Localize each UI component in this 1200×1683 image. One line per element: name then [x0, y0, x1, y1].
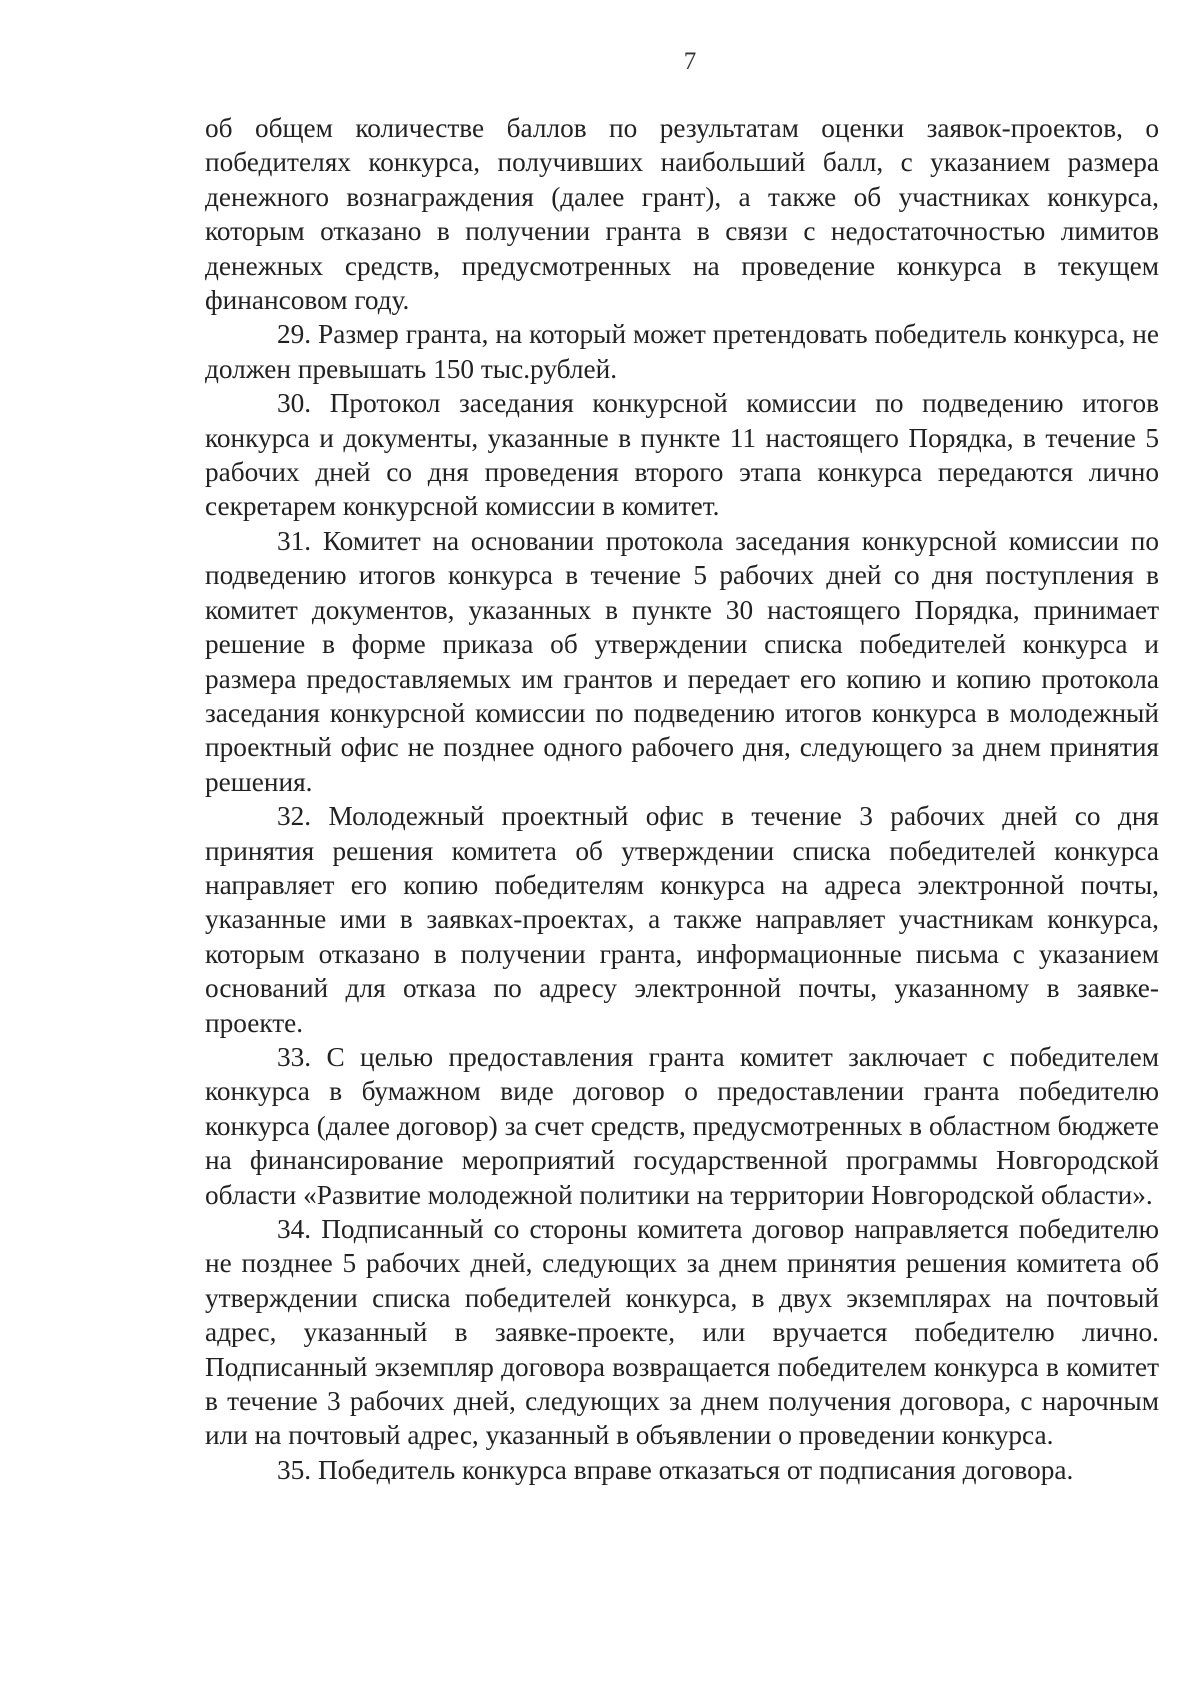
paragraph-34: 34. Подписанный со стороны комитета договор направляется победителю не позднее 5 рабочих дней, следующих за днем принятия решения комитета об утверждении списка победителей конкурса, в двух экземплярах на почтовый адрес, указанный в заявке-проекте, или вручается победителю лично. Подписанный экземпляр договора возвращается победителем конкурса в комитет в течение 3 рабочих дней, следующих за днем получения договора, с нарочным или на почтовый адрес, указанный в объявлении о проведении конкурса.	[205, 1214, 1159, 1451]
paragraph-33: 33. С целью предоставления гранта комитет заключает с победителем конкурса в бумажном виде договор о предоставлении гранта победителю конкурса (далее договор) за счет средств, предусмотренных в областном бюджете на финансирование мероприятий государственной программы Новгородской области «Развитие молодежной политики на территории Новгородской области».	[205, 1041, 1159, 1210]
paragraph-35: 35. Победитель конкурса вправе отказаться от подписания договора.	[277, 1454, 1074, 1485]
paragraph-29: 29. Размер гранта, на который может претендовать победитель конкурса, не должен превышать 150 тыс.рублей.	[205, 319, 1159, 384]
document-body	[205, 111, 1159, 1487]
paragraph-continuation: об общем количестве баллов по результатам оценки заявок-проектов, о победителях конкурса, получивших наибольший балл, с указанием размера денежного вознаграждения (далее грант), а также об участниках конкурса, которым отказано в получении гранта в связи с недостаточностью лимитов денежных средств, предусмотренных на проведение конкурса в текущем финансовом году.	[205, 113, 1159, 316]
paragraph-32: 32. Молодежный проектный офис в течение 3 рабочих дней со дня принятия решения комитета об утверждении списка победителей конкурса направляет его копию победителям конкурса на адреса электронной почты, указанные ими в заявках-проектах, а также направляет участникам конкурса, которым отказано в получении гранта, информационные письма с указанием оснований для отказа по адресу электронной почты, указанному в заявке-проекте.	[205, 801, 1159, 1038]
paragraph-31: 31. Комитет на основании протокола заседания конкурсной комиссии по подведению итогов конкурса в течение 5 рабочих дней со дня поступления в комитет документов, указанных в пункте 30 настоящего Порядка, принимает решение в форме приказа об утверждении списка победителей конкурса и размера предоставляемых им грантов и передает его копию и копию протокола заседания конкурсной комиссии по подведению итогов конкурса в молодежный проектный офис не позднее одного рабочего дня, следующего за днем принятия решения.	[205, 525, 1159, 797]
page-number: 7	[683, 48, 697, 75]
paragraph-30: 30. Протокол заседания конкурсной комиссии по подведению итогов конкурса и документы, указанные в пункте 11 настоящего Порядка, в течение 5 рабочих дней со дня проведения второго этапа конкурса передаются лично секретарем конкурсной комиссии в комитет.	[205, 388, 1159, 522]
